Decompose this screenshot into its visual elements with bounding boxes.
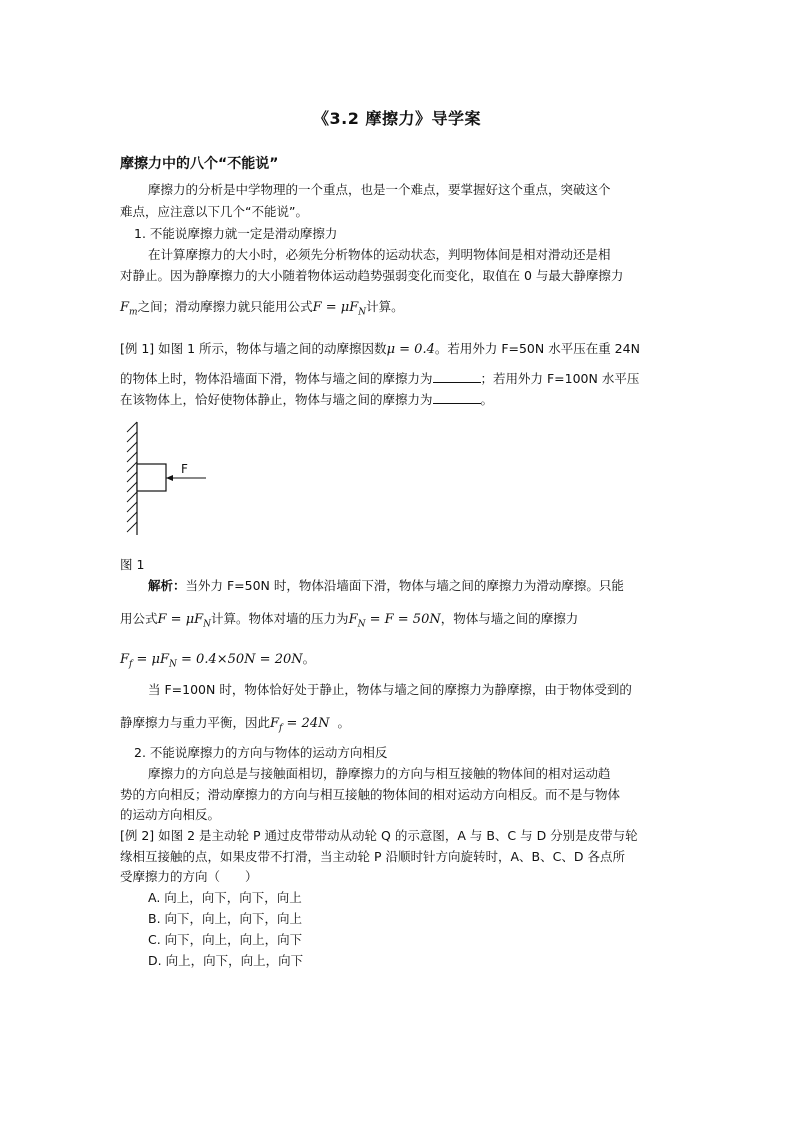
formula-1-sub: N bbox=[203, 619, 212, 630]
formula-3-sub2: N bbox=[169, 659, 177, 670]
formula-2: F bbox=[348, 612, 358, 627]
point2-line-3: 的运动方向相反。 bbox=[120, 807, 221, 822]
formula-2-sub: N bbox=[357, 619, 366, 630]
section-heading: 摩擦力中的八个“不能说” bbox=[120, 156, 279, 172]
block bbox=[137, 464, 166, 491]
formula-friction: F = μF bbox=[312, 300, 359, 315]
option-d[interactable]: D. 向上，向下，向上，向下 bbox=[148, 953, 304, 968]
option-a[interactable]: A. 向上，向下，向下，向上 bbox=[148, 890, 302, 905]
solution1-text-3: 。 bbox=[302, 651, 316, 666]
formula-fm: F bbox=[120, 300, 130, 315]
formula-4-sub: f bbox=[279, 723, 283, 734]
point1-line-2: 对静止。因为静摩擦力的大小随着物体运动趋势强弱变化而变化，取值在 0 与最大静摩擦力 bbox=[120, 268, 624, 283]
solution-label: 解析： bbox=[148, 578, 186, 593]
example2-line-2: 缘相互接触的点，如果皮带不打滑，当主动轮 P 沿顺时针方向旋转时，A、B、C、D 各点所 bbox=[120, 849, 625, 864]
example1-text-c: 的物体上时，物体沿墙面下滑，物体与墙之间的摩擦力为 bbox=[120, 371, 433, 386]
solution1-text-5b: 。 bbox=[337, 715, 350, 730]
solution1-text-5a: 静摩擦力与重力平衡，因此 bbox=[120, 715, 271, 730]
example1-line-1 bbox=[120, 340, 640, 359]
formula-fm-sub: m bbox=[129, 307, 138, 318]
point1-title: 1. 不能说摩擦力就一定是滑动摩擦力 bbox=[134, 226, 338, 241]
solution1-text-1: 当外力 F=50N 时，物体沿墙面下滑，物体与墙之间的摩擦力为滑动摩擦。只能 bbox=[185, 578, 624, 593]
force-label: F bbox=[181, 462, 188, 476]
example1-text-e: 在该物体上，恰好使物体静止，物体与墙之间的摩擦力为 bbox=[120, 392, 433, 407]
solution1-text-2a: 用公式 bbox=[120, 611, 158, 626]
example2-line-3: 受摩擦力的方向（ ） bbox=[120, 869, 258, 884]
formula-3-rest: = 0.4×50N = 20N bbox=[176, 652, 303, 667]
solution1-line-5 bbox=[120, 714, 350, 738]
example1-line-2 bbox=[120, 370, 639, 388]
option-b[interactable]: B. 向下，向上，向下，向上 bbox=[148, 911, 303, 926]
intro-line-2: 难点，应注意以下几个“不能说”。 bbox=[120, 204, 308, 219]
page-title: 《3.2 摩擦力》导学案 bbox=[313, 109, 481, 128]
formula-2-rest: = F = 50N bbox=[365, 612, 441, 627]
point2-line-1: 摩擦力的方向总是与接触面相切，静摩擦力的方向与相互接触的物体间的相对运动趋 bbox=[148, 766, 611, 781]
point1-formula-line bbox=[120, 298, 404, 322]
figure-1-wall-block bbox=[118, 420, 218, 540]
formula-3: F bbox=[120, 652, 130, 667]
example1-text-d: ；若用外力 F=100N 水平压 bbox=[480, 371, 640, 386]
solution1-text-2b: 计算。物体对墙的压力为 bbox=[211, 611, 349, 626]
formula-4: F bbox=[270, 716, 280, 731]
point1-text-2: 计算。 bbox=[366, 299, 404, 314]
formula-4-rest: = 24N bbox=[282, 716, 330, 731]
solution1-line-1 bbox=[148, 577, 624, 595]
example2-line-1: [例 2] 如图 2 是主动轮 P 通过皮带带动从动轮 Q 的示意图，A 与 B、C 与 D 分别是皮带与轮 bbox=[120, 828, 638, 843]
wall-hatching bbox=[127, 422, 137, 532]
answer-blank-1[interactable] bbox=[433, 370, 481, 383]
formula-1: F = μF bbox=[157, 612, 204, 627]
point2-line-2: 势的方向相反；滑动摩擦力的方向与相互接触的物体间的相对运动方向相反。而不是与物体 bbox=[120, 787, 621, 802]
example1-line-3 bbox=[120, 391, 493, 409]
point1-text-1: 之间；滑动摩擦力就只能用公式 bbox=[137, 299, 313, 314]
solution1-line-4: 当 F=100N 时，物体恰好处于静止，物体与墙之间的摩擦力为静摩擦，由于物体受到的 bbox=[148, 682, 632, 697]
formula-friction-sub: N bbox=[358, 307, 367, 318]
point2-title: 2. 不能说摩擦力的方向与物体的运动方向相反 bbox=[134, 745, 388, 760]
option-c[interactable]: C. 向下，向上，向上，向下 bbox=[148, 932, 303, 947]
formula-3-mid: = μF bbox=[132, 652, 170, 667]
mu-value: μ = 0.4 bbox=[386, 342, 435, 357]
formula-3-sub: f bbox=[129, 659, 133, 670]
example1-text-a: [例 1] 如图 1 所示，物体与墙之间的动摩擦因数 bbox=[120, 341, 387, 356]
intro-line-1: 摩擦力的分析是中学物理的一个重点，也是一个难点，要掌握好这个重点，突破这个 bbox=[148, 182, 611, 197]
figure-1-caption: 图 1 bbox=[120, 557, 145, 572]
point1-line-1: 在计算摩擦力的大小时，必须先分析物体的运动状态，判明物体间是相对滑动还是相 bbox=[148, 247, 611, 262]
answer-blank-2[interactable] bbox=[433, 391, 481, 404]
solution1-line-3 bbox=[120, 650, 315, 674]
force-arrow-head bbox=[166, 475, 173, 481]
example1-text-b: 。若用外力 F=50N 水平压在重 24N bbox=[434, 341, 640, 356]
solution1-text-2c: ，物体与墙之间的摩擦力 bbox=[440, 611, 579, 626]
example1-text-f: 。 bbox=[480, 392, 494, 407]
solution1-line-2 bbox=[120, 610, 578, 634]
